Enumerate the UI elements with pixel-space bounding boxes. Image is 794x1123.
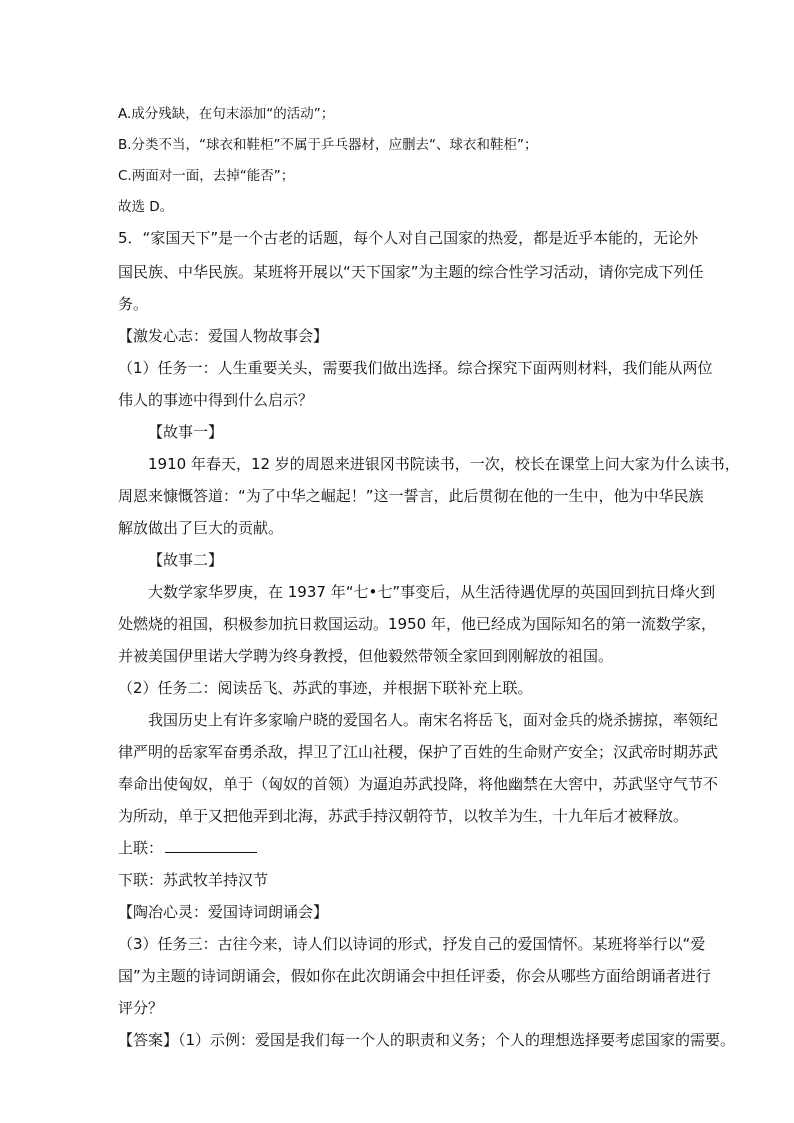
section-heading: 【陶冶心灵：爱国诗词朗诵会】 xyxy=(118,903,329,921)
task-3-text: （3）任务三：古往今来，诗人们以诗词的形式，抒发自己的爱国情怀。某班将举行以“爱 xyxy=(118,935,706,953)
task-2-passage: 为所动，单于又把他弄到北海，苏武手持汉朝符节，以牧羊为生，十九年后才被释放。 xyxy=(118,807,689,825)
task-2-passage: 我国历史上有许多家喻户晓的爱国名人。南宋名将岳飞，面对金兵的烧杀掳掠，率领纪 xyxy=(148,711,719,729)
option-c-explanation: C.两面对一面，去掉“能否”； xyxy=(118,168,295,184)
answer-blank[interactable] xyxy=(165,838,257,853)
task-2-text: （2）任务二：阅读岳飞、苏武的事迹，并根据下联补充上联。 xyxy=(118,679,533,697)
task-1-text: 伟人的事迹中得到什么启示？ xyxy=(118,391,314,409)
option-b-explanation: B.分类不当，“球衣和鞋柜”不属于乒乓器材，应删去“、球衣和鞋柜”； xyxy=(118,137,538,153)
task-2-passage: 律严明的岳家军奋勇杀敌，捍卫了江山社稷，保护了百姓的生命财产安全；汉武帝时期苏武 xyxy=(118,743,719,761)
task-3-text: 国”为主题的诗词朗诵会，假如你在此次朗诵会中担任评委，你会从哪些方面给朗诵者进行 xyxy=(118,967,711,985)
task-1-text: （1）任务一：人生重要关头，需要我们做出选择。综合探究下面两则材料，我们能从两位 xyxy=(118,359,713,377)
story-2-heading: 【故事二】 xyxy=(148,551,224,569)
story-2-text: 大数学家华罗庚，在 1937 年“七•七”事变后，从生活待遇优厚的英国回到抗日烽火到 xyxy=(148,583,716,601)
story-1-text: 1910 年春天，12 岁的周恩来进银冈书院读书，一次，校长在课堂上问大家为什么读书， xyxy=(148,455,740,473)
upper-couplet-label: 上联： xyxy=(118,839,164,857)
story-1-text: 周恩来慷慨答道：“为了中华之崛起！”这一誓言，此后贯彻在他的一生中，他为中华民族 xyxy=(118,487,704,505)
question-5-text: 务。 xyxy=(118,295,149,313)
task-3-text: 评分？ xyxy=(118,999,164,1017)
lower-couplet-line: 下联：苏武牧羊持汉节 xyxy=(118,871,269,889)
option-a-explanation: A.成分残缺，在句末添加“的活动”； xyxy=(118,106,335,122)
answer-choice: 故选 D。 xyxy=(118,199,174,215)
story-2-text: 处燃烧的祖国，积极参加抗日救国运动。1950 年，他已经成为国际知名的第一流数学家， xyxy=(118,615,716,633)
story-1-text: 解放做出了巨大的贡献。 xyxy=(118,519,284,537)
upper-couplet-line xyxy=(118,838,257,858)
question-5-text: 国民族、中华民族。某班将开展以“天下国家”为主题的综合性学习活动，请你完成下列任 xyxy=(118,263,704,281)
story-1-heading: 【故事一】 xyxy=(148,423,224,441)
section-heading: 【激发心志：爱国人物故事会】 xyxy=(118,327,329,345)
task-2-passage: 奉命出使匈奴，单于（匈奴的首领）为逼迫苏武投降，将他幽禁在大窖中，苏武坚守气节不 xyxy=(118,775,719,793)
story-2-text: 并被美国伊里诺大学聘为终身教授，但他毅然带领全家回到刚解放的祖国。 xyxy=(118,647,614,665)
answer-text: 【答案】（1）示例：爱国是我们每一个人的职责和义务；个人的理想选择要考虑国家的需要。 xyxy=(118,1031,736,1049)
question-5-text: 5．“家国天下”是一个古老的话题，每个人对自己国家的热爱，都是近乎本能的，无论外 xyxy=(118,229,699,247)
